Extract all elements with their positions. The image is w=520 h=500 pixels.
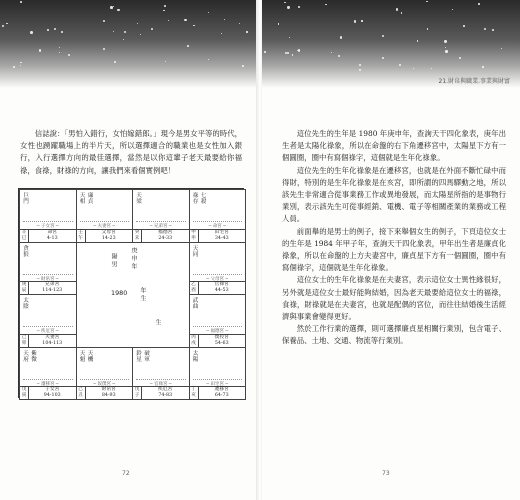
palace-info: [142, 230, 189, 242]
star-sparkle: [224, 19, 225, 20]
palace-info: [199, 335, 246, 347]
palace-stars: [192, 297, 198, 309]
palace-range: 54-63: [214, 340, 229, 346]
star-sparkle: [6, 23, 8, 25]
intro-paragraph: 信誌說：「男怕入錯行，女怕嫁錯郎。」現今是男女平等的時代，女性也踴躍職場上的半片天，所以選擇適合的職業也是女性加入銀行，入行選擇方向的最佳選擇，當然是以你這輩子老天最要給你福祿，食祿，財祿的方向，讓我們來看個實例吧！: [20, 129, 242, 175]
palace-stars: [79, 192, 93, 204]
palace-footer: [20, 281, 76, 294]
star-name: 紫微: [30, 349, 36, 362]
palace-info: [29, 335, 76, 347]
star-sparkle: [382, 35, 384, 37]
palace-name: 福德宮: [158, 229, 173, 235]
star-name: 天梁: [135, 192, 141, 205]
star-sparkle: [331, 52, 332, 53]
star-sparkle: [297, 50, 298, 51]
palace-name: 僕役宮: [214, 334, 229, 340]
star-sparkle: [427, 28, 428, 29]
left-page: [0, 0, 258, 500]
star-sparkle: [2, 25, 4, 27]
star-sparkle: [68, 54, 70, 56]
palace-name: 子女宮: [45, 387, 60, 392]
star-sparkle: [184, 19, 187, 22]
starry-banner-right: [262, 0, 520, 88]
palace-cell: [19, 294, 77, 348]
star-sparkle: [39, 49, 41, 51]
decade-palace: ─ 命宮 ─: [193, 221, 243, 229]
star-sparkle: [354, 20, 356, 22]
palace-cell: [189, 242, 247, 296]
star-sparkle: [61, 31, 63, 33]
star-sparkle: [361, 20, 362, 21]
palace-range: 84-93: [101, 393, 116, 399]
star-sparkle: [140, 34, 141, 35]
star-sparkle: [417, 40, 419, 42]
palace-info: [199, 282, 246, 294]
palace-stars: [22, 297, 28, 309]
star-sparkle: [325, 4, 327, 6]
stem-branch: 乙酉: [190, 282, 199, 294]
star-name: 巨門: [22, 192, 28, 205]
palace-info: [29, 282, 76, 294]
star-sparkle: [163, 10, 164, 11]
star-name: 天魁: [78, 349, 85, 362]
palace-range: 74-83: [158, 393, 173, 399]
palace-info: [86, 387, 133, 399]
paragraph: 這位女士的生年化祿象是在夫妻宮，表示這位女士異性緣很好，另外就是這位女士最好能夠結婚，因為老天最要給這位女士的福祿，食祿，財祿就是在夫妻宮，也就是配偶的宮位，而往往結婚後生活經濟與事業會變得更好。: [282, 275, 506, 322]
palace-footer: [20, 229, 76, 242]
star-sparkle: [168, 20, 169, 21]
palace-cell: [76, 347, 134, 401]
star-sparkle: [264, 51, 266, 53]
center-suffix: 生: [154, 319, 161, 327]
star-sparkle: [431, 68, 432, 69]
palace-range: 94-103: [43, 393, 61, 399]
palace-range: 34-43: [214, 235, 229, 241]
palace-cell: [19, 242, 77, 296]
star-name: 破軍: [143, 349, 149, 362]
stem-branch: 丙戌: [190, 335, 199, 347]
star-sparkle: [114, 61, 116, 63]
star-sparkle: [246, 31, 247, 32]
palace-footer: [77, 229, 133, 242]
palace-info: [29, 387, 76, 399]
center-gender: 陽男: [110, 253, 117, 269]
star-sparkle: [59, 52, 60, 53]
palace-info: [199, 387, 246, 399]
palace-cell: [76, 189, 134, 243]
star-sparkle: [208, 12, 209, 13]
star-sparkle: [113, 31, 114, 32]
center-birth: 庚申年: [130, 247, 137, 271]
center-year: 1980: [111, 289, 128, 297]
stem-branch: 丁亥: [190, 387, 199, 399]
star-sparkle: [285, 52, 287, 54]
star-sparkle: [59, 47, 60, 48]
palace-info: [142, 387, 189, 399]
right-page: [262, 0, 520, 500]
star-sparkle: [239, 23, 241, 25]
palace-stars: [135, 350, 149, 362]
palace-name: 疾厄宮: [158, 387, 173, 392]
star-name: 太陽: [191, 349, 198, 362]
ziwei-chart: [18, 188, 244, 398]
star-sparkle: [340, 36, 342, 38]
palace-name: 夫妻宮: [45, 334, 60, 340]
star-sparkle: [193, 25, 195, 27]
star-sparkle: [287, 6, 289, 8]
decade-palace: ─ 奴僕宮 ─: [80, 379, 130, 387]
paragraph: 前面舉的是男士的例子，接下來舉個女生的例子，下頁這位女士的生年是 1984 年甲子年，查詢天干四化象表，甲年出生者是廉貞化祿象，所以在命盤的上方夫妻宮中，廉貞星下方有一個圓圈，圈中有寫個祿字，這個就是生年化祿象。: [282, 226, 506, 273]
decade-palace: ─ 子女宮 ─: [23, 221, 73, 229]
star-sparkle: [13, 66, 16, 69]
palace-footer: [77, 386, 133, 399]
paragraph: 這位先生的生年化祿象是在遷移宮，也就是在外面不斷忙碌中而得財，特別的是生年化祿象是在亥宮，即所謂的四馬驛動之地，所以該先生非常適合從事業務工作或異地發展，而太陽星所指的是事物行業別，表示該先生可從事經銷、電機、電子等相關產業的業務或工程人員。: [282, 165, 506, 224]
star-sparkle: [501, 48, 502, 49]
palace-range: 14-23: [101, 235, 116, 241]
stem-branch: 己丑: [77, 387, 86, 399]
star-sparkle: [482, 66, 484, 68]
palace-cell: [19, 189, 77, 243]
star-name: 廉貞: [86, 192, 93, 205]
star-sparkle: [242, 65, 244, 67]
decade-palace: ─ 官祿宮 ─: [136, 379, 186, 387]
palace-name: 田宅宮: [214, 229, 229, 235]
star-sparkle: [221, 33, 222, 34]
stem-branch: 辛巳: [20, 230, 29, 242]
palace-range: 64-73: [214, 393, 229, 399]
palace-cell: [132, 189, 190, 243]
star-sparkle: [298, 6, 300, 8]
star-sparkle: [284, 2, 285, 3]
star-sparkle: [399, 64, 401, 66]
star-sparkle: [30, 31, 33, 34]
star-sparkle: [298, 49, 300, 51]
running-head: 21.財帛與職業.事業與財富: [438, 78, 510, 85]
star-name: 武曲: [191, 297, 198, 310]
palace-stars: [192, 192, 206, 204]
star-sparkle: [103, 20, 105, 22]
paragraph: 這位先生的生年是 1980 年庚申年，查詢天干四化象表，庚年出生者是太陽化祿象，所以在命盤的右下角遷移宮中，太陽星下方有一個圓圈，圈中有寫個祿字，這個就是生年化祿象。: [282, 129, 506, 163]
star-name: 天機: [86, 349, 93, 362]
star-sparkle: [20, 65, 21, 66]
palace-name: 兄弟宮: [45, 282, 60, 287]
palace-stars: [22, 192, 28, 204]
star-sparkle: [445, 47, 446, 48]
palace-name: 命宮: [47, 229, 58, 235]
page-number-right: 73: [382, 470, 390, 477]
palace-cell: [189, 347, 247, 401]
paragraph: 然於工作行業的選擇，則可選擇廉貞星相關行業別，包含電子、保養品、土地、交通、物流等行業別。: [282, 324, 506, 346]
star-name: 祿存: [191, 192, 198, 205]
decade-palace: ─ 財帛宮 ─: [23, 274, 73, 282]
palace-stars: [22, 350, 36, 362]
star-sparkle: [478, 3, 480, 5]
palace-footer: [20, 334, 76, 347]
star-sparkle: [382, 57, 384, 59]
decade-palace: ─ 兄弟宮 ─: [136, 221, 186, 229]
palace-stars: [79, 350, 93, 362]
star-name: 貪狼: [22, 244, 28, 257]
star-sparkle: [338, 55, 340, 57]
decade-palace: ─ 福德宮 ─: [193, 326, 243, 334]
palace-stars: [22, 245, 28, 257]
star-sparkle: [20, 1, 22, 3]
palace-name: 財帛宮: [101, 387, 116, 392]
star-sparkle: [208, 59, 209, 60]
palace-stars: [135, 192, 141, 204]
stem-branch: 癸未: [133, 230, 142, 242]
palace-name: 遷移宮: [214, 387, 229, 392]
palace-cell: [19, 347, 77, 401]
palace-footer: [20, 386, 76, 399]
chart-center: [75, 241, 189, 345]
palace-cell: [132, 347, 190, 401]
palace-range: 24-33: [158, 235, 173, 241]
palace-range: 114-123: [42, 288, 63, 294]
body-text: [282, 128, 506, 348]
star-sparkle: [484, 28, 486, 30]
star-sparkle: [187, 45, 189, 47]
star-name: 鈴星: [135, 349, 141, 362]
stem-branch: 戊寅: [20, 387, 29, 399]
star-sparkle: [110, 6, 113, 9]
star-name: 太陰: [22, 297, 28, 310]
star-sparkle: [492, 29, 494, 31]
star-sparkle: [413, 68, 414, 69]
star-sparkle: [289, 37, 290, 38]
palace-stars: [192, 350, 198, 362]
stem-branch: 戊子: [133, 387, 142, 399]
palace-info: [29, 230, 76, 242]
palace-footer: [190, 386, 246, 399]
palace-footer: [133, 386, 189, 399]
palace-range: 4-13: [46, 235, 58, 241]
star-sparkle: [401, 12, 402, 13]
palace-footer: [133, 229, 189, 242]
star-name: 七殺: [199, 192, 206, 205]
star-sparkle: [164, 5, 166, 7]
stem-branch: 己卯: [20, 335, 29, 347]
star-sparkle: [20, 62, 22, 64]
palace-footer: [190, 229, 246, 242]
star-sparkle: [123, 39, 124, 40]
stem-branch: 甲申: [190, 230, 199, 242]
star-sparkle: [117, 9, 119, 11]
palace-stars: [192, 245, 198, 257]
decade-palace: ─ 疾厄宮 ─: [23, 326, 73, 334]
palace-footer: [190, 281, 246, 294]
star-sparkle: [359, 69, 361, 71]
palace-info: [86, 230, 133, 242]
decade-palace: ─ 田宅宮 ─: [193, 379, 243, 387]
center-time-label: 年生: [139, 287, 146, 303]
star-sparkle: [459, 57, 461, 59]
star-sparkle: [137, 23, 138, 24]
star-sparkle: [165, 61, 166, 62]
decade-palace: ─ 遷移宮 ─: [23, 379, 73, 387]
star-sparkle: [287, 52, 289, 54]
star-sparkle: [444, 40, 446, 42]
page-number-left: 72: [122, 470, 130, 477]
star-name: 天府: [22, 349, 28, 362]
star-sparkle: [292, 54, 294, 56]
star-sparkle: [278, 23, 279, 24]
palace-cell: [189, 189, 247, 243]
decade-palace: ─ 夫妻宮 ─: [80, 221, 130, 229]
palace-cell: [189, 294, 247, 348]
star-sparkle: [359, 64, 361, 66]
star-sparkle: [151, 28, 153, 30]
palace-info: [199, 230, 246, 242]
stem-branch: 壬午: [77, 230, 86, 242]
star-sparkle: [426, 1, 427, 2]
star-sparkle: [445, 50, 447, 52]
star-sparkle: [54, 28, 56, 30]
stem-branch: 庚辰: [20, 282, 29, 294]
palace-name: 官祿宮: [214, 282, 229, 287]
star-sparkle: [47, 29, 49, 31]
star-sparkle: [396, 8, 398, 10]
star-sparkle: [463, 25, 465, 27]
star-sparkle: [103, 48, 105, 50]
star-name: 天同: [191, 244, 198, 257]
decade-palace: ─ 父母宮 ─: [193, 274, 243, 282]
star-sparkle: [452, 9, 453, 10]
palace-name: 父母宮: [101, 229, 116, 235]
palace-range: 104-113: [42, 340, 63, 346]
star-name: 天相: [78, 192, 85, 205]
starry-banner-left: [0, 0, 258, 88]
palace-footer: [190, 334, 246, 347]
palace-range: 44-53: [214, 288, 229, 294]
star-sparkle: [124, 31, 126, 33]
